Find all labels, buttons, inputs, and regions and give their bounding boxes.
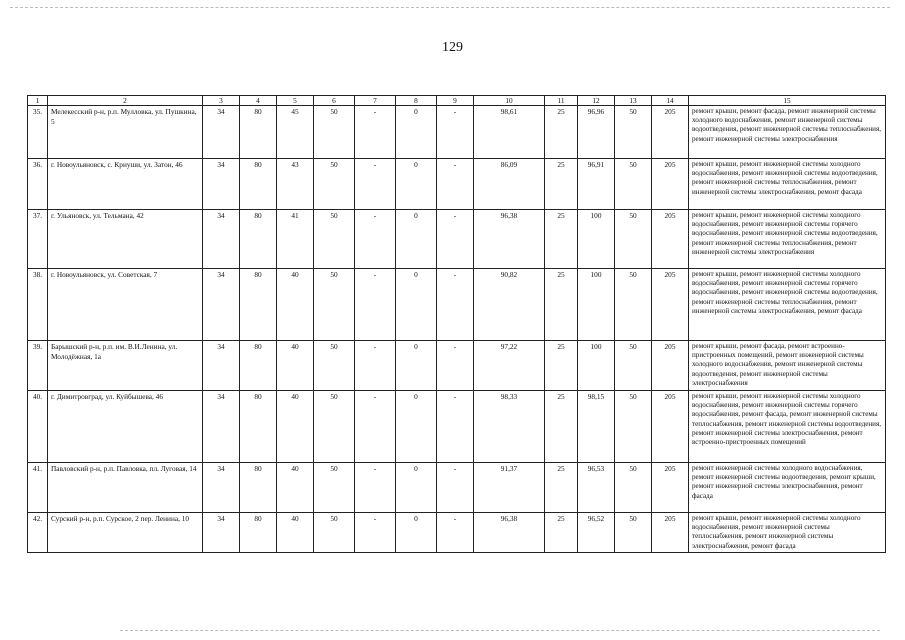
table-row	[28, 269, 886, 341]
cell-c10: 96,38	[474, 513, 545, 553]
cell-c13: 50	[615, 463, 652, 513]
cell-c9: -	[437, 269, 474, 341]
cell-c11: 25	[545, 463, 578, 513]
cell-c12: 96,91	[578, 159, 615, 210]
cell-c5: 40	[277, 513, 314, 553]
cell-c14: 205	[652, 341, 689, 391]
works-cell: ремонт крыши, ремонт инженерной системы холодного водоснабжения, ремонт инженерной системы водоотведения, ремонт инженерной системы теплоснабжения, ремонт инженерной системы электроснабжения, ремонт фасада	[689, 159, 886, 210]
cell-c8: 0	[396, 106, 437, 159]
cell-c11: 25	[545, 106, 578, 159]
cell-c8: 0	[396, 159, 437, 210]
cell-c10: 98,33	[474, 391, 545, 463]
cell-c5: 40	[277, 341, 314, 391]
cell-c13: 50	[615, 210, 652, 269]
cell-c5: 40	[277, 269, 314, 341]
works-cell: ремонт крыши, ремонт фасада, ремонт встроенно-пристроенных помещений, ремонт инженерной системы холодного водоснабжения, ремонт инженерной системы водоотведения, ремонт инженерной системы электроснабжения	[689, 341, 886, 391]
cell-c7: -	[355, 159, 396, 210]
cell-c11: 25	[545, 159, 578, 210]
row-number-cell: 40.	[28, 391, 48, 463]
cell-c12: 96,52	[578, 513, 615, 553]
cell-c14: 205	[652, 513, 689, 553]
cell-c3: 34	[203, 106, 240, 159]
works-cell: ремонт крыши, ремонт инженерной системы холодного водоснабжения, ремонт инженерной системы горячего водоснабжения, ремонт фасада, ремонт инженерной системы теплоснабжения, ремонт инженерной системы водоотведения, ремонт инженерной системы электроснабжения, ремонт встроенно-пристроенных помещений	[689, 391, 886, 463]
cell-c3: 34	[203, 513, 240, 553]
cell-c12: 96,53	[578, 463, 615, 513]
cell-c9: -	[437, 210, 474, 269]
cell-c6: 50	[314, 106, 355, 159]
cell-c6: 50	[314, 463, 355, 513]
column-number-row	[28, 96, 886, 106]
cell-c6: 50	[314, 391, 355, 463]
cell-c9: -	[437, 341, 474, 391]
address-cell: г. Ульяновск, ул. Тельмана, 42	[48, 210, 203, 269]
cell-c14: 205	[652, 269, 689, 341]
cell-c3: 34	[203, 463, 240, 513]
row-number-cell: 37.	[28, 210, 48, 269]
row-number-cell: 35.	[28, 106, 48, 159]
column-number-11: 11	[545, 96, 578, 106]
works-cell: ремонт крыши, ремонт инженерной системы холодного водоснабжения, ремонт инженерной системы теплоснабжения, ремонт инженерной системы электроснабжения, ремонт фасада	[689, 513, 886, 553]
column-number-4: 4	[240, 96, 277, 106]
cell-c9: -	[437, 106, 474, 159]
column-number-3: 3	[203, 96, 240, 106]
address-cell: г. Димитровград, ул. Куйбышева, 46	[48, 391, 203, 463]
column-number-13: 13	[615, 96, 652, 106]
table-row	[28, 210, 886, 269]
cell-c14: 205	[652, 391, 689, 463]
column-number-5: 5	[277, 96, 314, 106]
column-number-9: 9	[437, 96, 474, 106]
cell-c11: 25	[545, 513, 578, 553]
cell-c4: 80	[240, 210, 277, 269]
cell-c12: 98,15	[578, 391, 615, 463]
cell-c12: 96,96	[578, 106, 615, 159]
cell-c14: 205	[652, 106, 689, 159]
cell-c13: 50	[615, 269, 652, 341]
cell-c9: -	[437, 463, 474, 513]
cell-c7: -	[355, 391, 396, 463]
row-number-cell: 38.	[28, 269, 48, 341]
cell-c6: 50	[314, 341, 355, 391]
cell-c9: -	[437, 391, 474, 463]
cell-c7: -	[355, 463, 396, 513]
column-number-6: 6	[314, 96, 355, 106]
cell-c13: 50	[615, 106, 652, 159]
column-number-15: 15	[689, 96, 886, 106]
cell-c8: 0	[396, 341, 437, 391]
cell-c10: 97,22	[474, 341, 545, 391]
cell-c8: 0	[396, 210, 437, 269]
scan-artifact-line-top	[10, 7, 890, 8]
cell-c8: 0	[396, 513, 437, 553]
cell-c7: -	[355, 269, 396, 341]
row-number-cell: 41.	[28, 463, 48, 513]
row-number-cell: 36.	[28, 159, 48, 210]
cell-c5: 45	[277, 106, 314, 159]
cell-c10: 96,38	[474, 210, 545, 269]
cell-c5: 40	[277, 391, 314, 463]
cell-c13: 50	[615, 513, 652, 553]
row-number-cell: 42.	[28, 513, 48, 553]
column-number-8: 8	[396, 96, 437, 106]
works-cell: ремонт крыши, ремонт инженерной системы холодного водоснабжения, ремонт инженерной системы горячего водоснабжения, ремонт инженерной системы водоотведения, ремонт инженерной системы теплоснабжения, ремонт инженерной системы электроснабжения	[689, 210, 886, 269]
table-row	[28, 513, 886, 553]
address-cell: Сурский р-н, р.п. Сурское, 2 пер. Ленина, 10	[48, 513, 203, 553]
table-row	[28, 159, 886, 210]
cell-c8: 0	[396, 269, 437, 341]
cell-c9: -	[437, 159, 474, 210]
cell-c11: 25	[545, 341, 578, 391]
cell-c7: -	[355, 513, 396, 553]
cell-c4: 80	[240, 391, 277, 463]
cell-c14: 205	[652, 159, 689, 210]
address-cell: г. Новоульяновск, ул. Советская, 7	[48, 269, 203, 341]
address-cell: г. Новоульяновск, с. Криуши, ул. Затон, 46	[48, 159, 203, 210]
cell-c11: 25	[545, 210, 578, 269]
column-number-10: 10	[474, 96, 545, 106]
column-number-1: 1	[28, 96, 48, 106]
data-table	[27, 95, 886, 553]
page-number: 129	[442, 40, 463, 55]
cell-c10: 86,09	[474, 159, 545, 210]
cell-c11: 25	[545, 269, 578, 341]
cell-c9: -	[437, 513, 474, 553]
cell-c10: 90,82	[474, 269, 545, 341]
table-row	[28, 463, 886, 513]
cell-c13: 50	[615, 341, 652, 391]
cell-c6: 50	[314, 513, 355, 553]
cell-c14: 205	[652, 463, 689, 513]
cell-c10: 91,37	[474, 463, 545, 513]
works-cell: ремонт инженерной системы холодного водоснабжения, ремонт инженерной системы водоотведения, ремонт крыши, ремонт инженерной системы электроснабжения, ремонт фасада	[689, 463, 886, 513]
works-cell: ремонт крыши, ремонт фасада, ремонт инженерной системы холодного водоснабжения, ремонт инженерной системы водоотведения, ремонт инженерной системы теплоснабжения, ремонт инженерной системы электроснабжения	[689, 106, 886, 159]
column-number-14: 14	[652, 96, 689, 106]
cell-c13: 50	[615, 159, 652, 210]
cell-c14: 205	[652, 210, 689, 269]
cell-c4: 80	[240, 106, 277, 159]
cell-c3: 34	[203, 269, 240, 341]
address-cell: Мелекесский р-н, р.п. Мулловка, ул. Пушкина, 5	[48, 106, 203, 159]
column-number-2: 2	[48, 96, 203, 106]
cell-c3: 34	[203, 341, 240, 391]
cell-c8: 0	[396, 391, 437, 463]
cell-c6: 50	[314, 159, 355, 210]
cell-c12: 100	[578, 341, 615, 391]
table-row	[28, 391, 886, 463]
address-cell: Павловский р-н, р.п. Павловка, пл. Луговая, 14	[48, 463, 203, 513]
cell-c12: 100	[578, 210, 615, 269]
works-cell: ремонт крыши, ремонт инженерной системы холодного водоснабжения, ремонт инженерной системы горячего водоснабжения, ремонт инженерной системы водоотведения, ремонт инженерной системы теплоснабжения, ремонт инженерной системы электроснабжения, ремонт фасада	[689, 269, 886, 341]
column-number-12: 12	[578, 96, 615, 106]
row-number-cell: 39.	[28, 341, 48, 391]
cell-c4: 80	[240, 341, 277, 391]
column-number-7: 7	[355, 96, 396, 106]
cell-c7: -	[355, 210, 396, 269]
table-row	[28, 106, 886, 159]
cell-c6: 50	[314, 210, 355, 269]
cell-c3: 34	[203, 159, 240, 210]
cell-c7: -	[355, 341, 396, 391]
cell-c12: 100	[578, 269, 615, 341]
cell-c3: 34	[203, 210, 240, 269]
table-row	[28, 341, 886, 391]
cell-c6: 50	[314, 269, 355, 341]
cell-c3: 34	[203, 391, 240, 463]
cell-c5: 41	[277, 210, 314, 269]
cell-c4: 80	[240, 513, 277, 553]
cell-c4: 80	[240, 463, 277, 513]
address-cell: Барышский р-н, р.п. им. В.И.Ленина, ул. Молодёжная, 1а	[48, 341, 203, 391]
cell-c8: 0	[396, 463, 437, 513]
cell-c5: 43	[277, 159, 314, 210]
scan-artifact-line-bottom	[120, 630, 880, 631]
cell-c4: 80	[240, 159, 277, 210]
cell-c13: 50	[615, 391, 652, 463]
cell-c5: 40	[277, 463, 314, 513]
cell-c4: 80	[240, 269, 277, 341]
cell-c10: 98,61	[474, 106, 545, 159]
cell-c7: -	[355, 106, 396, 159]
cell-c11: 25	[545, 391, 578, 463]
table-body	[28, 106, 886, 553]
